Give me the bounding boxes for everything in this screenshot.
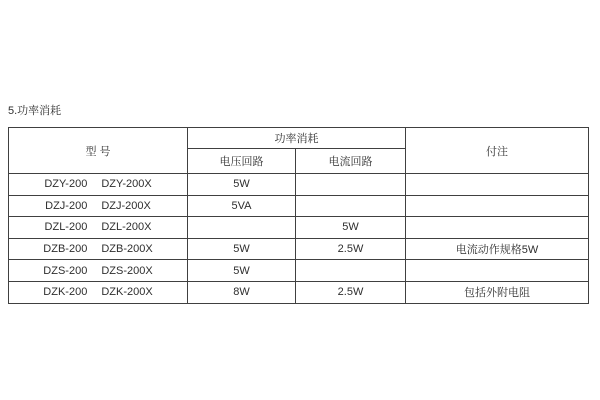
model-primary: DZL-200 — [44, 221, 88, 234]
table-row — [9, 238, 589, 260]
table-body — [9, 174, 589, 304]
model-variant: DZS-200X — [101, 264, 153, 277]
model-primary: DZB-200 — [43, 243, 88, 256]
model-primary: DZJ-200 — [45, 199, 88, 212]
table-header — [9, 128, 589, 174]
model-primary: DZY-200 — [44, 178, 88, 191]
voltage-circuit-cell: 5VA — [188, 195, 296, 217]
model-cell — [9, 238, 188, 260]
column-header-note: 付注 — [406, 128, 589, 174]
model-variant: DZL-200X — [101, 221, 152, 234]
voltage-circuit-cell: 5W — [188, 260, 296, 282]
note-cell — [406, 217, 589, 239]
note-cell — [406, 174, 589, 196]
model-cell — [9, 195, 188, 217]
model-cell — [9, 260, 188, 282]
note-cell: 包括外附电阻 — [406, 281, 589, 303]
model-cell — [9, 281, 188, 303]
model-cell — [9, 217, 188, 239]
current-circuit-cell — [296, 174, 406, 196]
header-row-group — [9, 128, 589, 149]
column-header-power-consumption: 功率消耗 — [188, 128, 406, 149]
table-row — [9, 174, 589, 196]
table-row — [9, 281, 589, 303]
note-cell — [406, 260, 589, 282]
model-primary: DZK-200 — [43, 286, 88, 299]
power-consumption-table — [8, 127, 589, 304]
model-cell — [9, 174, 188, 196]
current-circuit-cell: 5W — [296, 217, 406, 239]
current-circuit-cell: 2.5W — [296, 281, 406, 303]
table-row — [9, 195, 589, 217]
note-cell — [406, 195, 589, 217]
section-title: 5.功率消耗 — [8, 105, 62, 117]
current-circuit-cell: 2.5W — [296, 238, 406, 260]
current-circuit-cell — [296, 195, 406, 217]
voltage-circuit-cell: 8W — [188, 281, 296, 303]
column-header-model: 型 号 — [9, 128, 188, 174]
model-variant: DZB-200X — [101, 243, 153, 256]
model-variant: DZJ-200X — [101, 199, 151, 212]
note-cell: 电流动作规格5W — [406, 238, 589, 260]
model-primary: DZS-200 — [43, 264, 88, 277]
table-row — [9, 217, 589, 239]
column-header-voltage-circuit: 电压回路 — [188, 149, 296, 174]
voltage-circuit-cell: 5W — [188, 174, 296, 196]
voltage-circuit-cell: 5W — [188, 238, 296, 260]
current-circuit-cell — [296, 260, 406, 282]
table-row — [9, 260, 589, 282]
model-variant: DZY-200X — [101, 178, 152, 191]
voltage-circuit-cell — [188, 217, 296, 239]
model-variant: DZK-200X — [101, 286, 153, 299]
column-header-current-circuit: 电流回路 — [296, 149, 406, 174]
